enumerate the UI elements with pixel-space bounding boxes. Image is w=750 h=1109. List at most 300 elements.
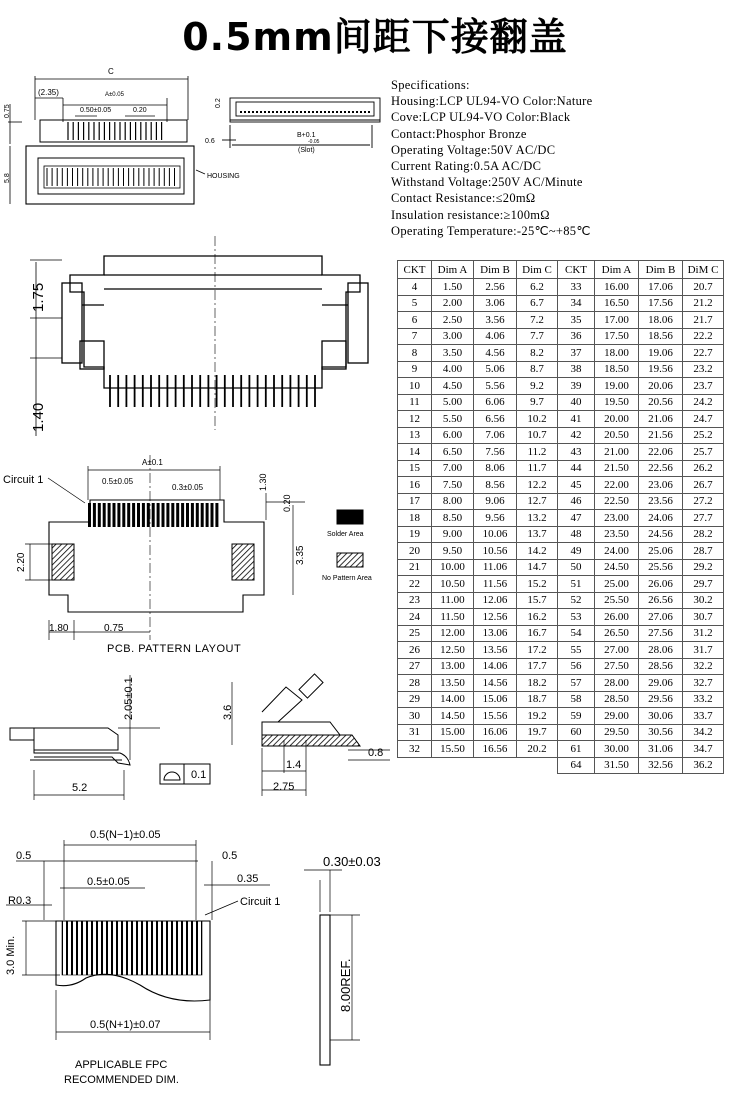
table-cell: 19.2 (517, 708, 558, 725)
table-cell: 25.50 (595, 592, 639, 609)
table-cell: 11.2 (517, 444, 558, 461)
table-cell: 6.50 (432, 444, 474, 461)
table-cell: 11.50 (432, 609, 474, 626)
pad-width-label: 0.3±0.05 (172, 483, 204, 492)
table-cell: 14.56 (474, 675, 517, 692)
table-row (398, 460, 724, 477)
spec-line: Withstand Voltage:250V AC/Minute (391, 175, 583, 190)
table-row (398, 675, 724, 692)
spec-line: Cove:LCP UL94-VO Color:Black (391, 110, 571, 125)
dim-075b-label: 0.75 (104, 623, 124, 634)
table-cell: 64 (558, 757, 595, 774)
table-row (398, 658, 724, 675)
table-row (398, 493, 724, 510)
dim-275-label: 2.75 (273, 781, 295, 793)
table-cell: 17 (398, 493, 432, 510)
table-cell: 25.00 (595, 576, 639, 593)
no-pattern-area-label: No Pattern Area (322, 575, 372, 582)
dim-205-label: 2.05±0.1 (123, 677, 135, 720)
table-cell: 22.06 (639, 444, 683, 461)
table-cell: 23.56 (639, 493, 683, 510)
spec-line: Specifications: (391, 78, 470, 92)
dim-c-label: C (108, 67, 114, 76)
table-cell: 27.56 (639, 625, 683, 642)
table-cell: 21.56 (639, 427, 683, 444)
dim-335-label: 3.35 (295, 545, 306, 565)
table-cell: 28.2 (683, 526, 724, 543)
table-cell: 8.06 (474, 460, 517, 477)
dim-58-label: 5.8 (4, 173, 11, 183)
table-cell: 8.56 (474, 477, 517, 494)
table-cell: 16.7 (517, 625, 558, 642)
table-header-cell: Dim A (595, 261, 639, 279)
front-view-drawing (30, 236, 368, 436)
table-row (398, 328, 724, 345)
table-cell: 17.06 (639, 279, 683, 296)
table-cell: 38 (558, 361, 595, 378)
table-cell: 22.00 (595, 477, 639, 494)
table-cell: 14.50 (432, 708, 474, 725)
housing-label: HOUSING (207, 173, 240, 180)
spec-line: Housing:LCP UL94-VO Color:Nature (391, 94, 593, 109)
table-cell: 3.00 (432, 328, 474, 345)
table-row (398, 543, 724, 560)
table-cell: 5.00 (432, 394, 474, 411)
table-row (398, 361, 724, 378)
table-cell: 9.00 (432, 526, 474, 543)
table-cell: 51 (558, 576, 595, 593)
table-cell: 30.56 (639, 724, 683, 741)
table-cell: 15.56 (474, 708, 517, 725)
table-cell: 7.50 (432, 477, 474, 494)
table-cell: 48 (558, 526, 595, 543)
table-cell: 6.06 (474, 394, 517, 411)
table-cell: 19.56 (639, 361, 683, 378)
table-cell: 18.00 (595, 345, 639, 362)
table-cell: 28.00 (595, 675, 639, 692)
table-cell: 58 (558, 691, 595, 708)
table-row (398, 427, 724, 444)
table-cell: 4.06 (474, 328, 517, 345)
dim-36-label: 3.6 (222, 704, 234, 720)
table-cell: 40 (558, 394, 595, 411)
table-row (398, 345, 724, 362)
fpc-drawing (6, 840, 360, 1065)
table-cell: 8.00 (432, 493, 474, 510)
fpc-30min-label: 3.0 Min. (5, 935, 17, 975)
table-cell: 23.2 (683, 361, 724, 378)
table-cell: 15.00 (432, 724, 474, 741)
table-cell: 27.00 (595, 642, 639, 659)
table-cell: 32.2 (683, 658, 724, 675)
table-cell: 25 (398, 625, 432, 642)
table-row (398, 724, 724, 741)
table-cell: 9.56 (474, 510, 517, 527)
spec-line: Contact:Phosphor Bronze (391, 126, 527, 141)
table-cell: 16 (398, 477, 432, 494)
table-cell: 33 (558, 279, 595, 296)
pcb-layout-label: PCB. PATTERN LAYOUT (107, 643, 242, 655)
table-cell: 53 (558, 609, 595, 626)
table-cell: 26.7 (683, 477, 724, 494)
table-cell: 5.06 (474, 361, 517, 378)
table-cell: 9.2 (517, 378, 558, 395)
table-cell: 24.06 (639, 510, 683, 527)
table-cell: 25.56 (639, 559, 683, 576)
table-cell: 5.56 (474, 378, 517, 395)
table-cell: 16.00 (595, 279, 639, 296)
circuit1-label: Circuit 1 (3, 474, 44, 486)
table-cell: 24.56 (639, 526, 683, 543)
table-cell: 7 (398, 328, 432, 345)
table-cell: 7.7 (517, 328, 558, 345)
table-cell: 9 (398, 361, 432, 378)
table-cell: 17.2 (517, 642, 558, 659)
table-cell: 24.7 (683, 411, 724, 428)
spec-line: Insulation resistance:≥100mΩ (391, 207, 550, 222)
table-cell: 26.50 (595, 625, 639, 642)
table-cell: 12.7 (517, 493, 558, 510)
table-cell: 34 (558, 295, 595, 312)
table-cell: 17.56 (639, 295, 683, 312)
spec-line: Contact Resistance:≤20mΩ (391, 191, 536, 206)
table-cell: 18.56 (639, 328, 683, 345)
table-cell: 36 (558, 328, 595, 345)
pad-pitch-label: 0.5±0.05 (102, 477, 134, 486)
table-cell: 6.7 (517, 295, 558, 312)
table-cell: 16.50 (595, 295, 639, 312)
dimension-table (397, 260, 724, 774)
table-cell: 21.7 (683, 312, 724, 329)
table-cell: 6.56 (474, 411, 517, 428)
table-cell: 47 (558, 510, 595, 527)
table-cell: 44 (558, 460, 595, 477)
table-cell: 15.06 (474, 691, 517, 708)
table-cell: 31.7 (683, 642, 724, 659)
table-cell: 7.00 (432, 460, 474, 477)
table-cell: 19.50 (595, 394, 639, 411)
table-row (398, 444, 724, 461)
table-cell: 23.06 (639, 477, 683, 494)
table-cell: 28.56 (639, 658, 683, 675)
dim-02-label: 0.2 (215, 98, 222, 108)
page-title: 0.5mm间距下接翻盖 (182, 15, 568, 59)
table-cell: 24.2 (683, 394, 724, 411)
table-row (398, 625, 724, 642)
table-cell: 13.7 (517, 526, 558, 543)
table-row (398, 559, 724, 576)
dim-14-label: 1.4 (286, 759, 302, 771)
dim-b-label: B+0.1 (297, 132, 316, 139)
table-cell: 5 (398, 295, 432, 312)
table-cell: 4 (398, 279, 432, 296)
dim-130-label: 1.30 (258, 473, 268, 491)
table-cell: 10.06 (474, 526, 517, 543)
table-cell: 30.00 (595, 741, 639, 758)
table-cell: 14.06 (474, 658, 517, 675)
table-cell: 13.50 (432, 675, 474, 692)
table-cell: 24.50 (595, 559, 639, 576)
table-cell: 10.7 (517, 427, 558, 444)
spec-line: Operating Temperature:-25℃~+85℃ (391, 223, 591, 238)
dim-075-label: 0.75 (4, 104, 11, 118)
table-cell: 31.50 (595, 757, 639, 774)
table-cell: 30.7 (683, 609, 724, 626)
table-cell: 11 (398, 394, 432, 411)
table-cell: 30.2 (683, 592, 724, 609)
table-cell: 6 (398, 312, 432, 329)
table-cell: 5.50 (432, 411, 474, 428)
table-cell: 23.00 (595, 510, 639, 527)
table-cell: 21.00 (595, 444, 639, 461)
table-cell: 32 (398, 741, 432, 758)
table-cell: 27.2 (683, 493, 724, 510)
table-cell: 29.2 (683, 559, 724, 576)
table-cell: 2.50 (432, 312, 474, 329)
table-cell: 19 (398, 526, 432, 543)
table-cell: 13 (398, 427, 432, 444)
table-row (398, 708, 724, 725)
table-cell: 12.50 (432, 642, 474, 659)
table-cell: 11.56 (474, 576, 517, 593)
solder-area-label: Solder Area (327, 531, 364, 538)
dim-020b-label: 0.20 (282, 494, 292, 512)
table-cell: 55 (558, 642, 595, 659)
table-cell: 16.56 (474, 741, 517, 758)
table-cell: 11.00 (432, 592, 474, 609)
open-cover-drawing (232, 674, 390, 796)
table-cell: 7.06 (474, 427, 517, 444)
dim-b-tol-label: -0.05 (308, 139, 320, 145)
table-cell: 52 (558, 592, 595, 609)
table-row (398, 576, 724, 593)
table-cell: 3.06 (474, 295, 517, 312)
table-cell: 26.2 (683, 460, 724, 477)
table-cell: 8 (398, 345, 432, 362)
table-cell: 11.7 (517, 460, 558, 477)
table-cell: 31.06 (639, 741, 683, 758)
side-view-small (222, 98, 380, 148)
table-cell: 37 (558, 345, 595, 362)
table-cell: 14 (398, 444, 432, 461)
dim-175-label: 1.75 (30, 282, 47, 312)
dim-235-label: (2.35) (38, 88, 59, 97)
table-cell: 19.06 (639, 345, 683, 362)
table-cell: 20.2 (517, 741, 558, 758)
table-cell (517, 757, 558, 774)
table-header-row (398, 261, 724, 279)
table-cell: 14.00 (432, 691, 474, 708)
table-cell: 23.50 (595, 526, 639, 543)
table-cell: 15.7 (517, 592, 558, 609)
table-cell: 18.06 (639, 312, 683, 329)
table-cell: 11.06 (474, 559, 517, 576)
table-cell: 46 (558, 493, 595, 510)
fpc-width-label: 0.5(N−1)±0.05 (90, 829, 161, 841)
table-cell: 36.2 (683, 757, 724, 774)
fpc-pitch-label: 0.5±0.05 (87, 876, 130, 888)
table-header-cell: Dim B (639, 261, 683, 279)
table-cell: 21.50 (595, 460, 639, 477)
table-cell: 25.06 (639, 543, 683, 560)
table-cell: 12.06 (474, 592, 517, 609)
table-cell: 16.06 (474, 724, 517, 741)
table-cell: 17.00 (595, 312, 639, 329)
table-cell: 8.2 (517, 345, 558, 362)
table-cell: 56 (558, 658, 595, 675)
table-cell: 17.50 (595, 328, 639, 345)
table-cell: 27.50 (595, 658, 639, 675)
table-cell: 6.00 (432, 427, 474, 444)
table-cell: 8.50 (432, 510, 474, 527)
fpc-thickness-label: 0.30±0.03 (323, 854, 381, 869)
table-cell: 20.56 (639, 394, 683, 411)
table-cell: 12.2 (517, 477, 558, 494)
table-row (398, 642, 724, 659)
table-cell: 31.2 (683, 625, 724, 642)
table-cell: 42 (558, 427, 595, 444)
table-header-cell: Dim C (517, 261, 558, 279)
table-cell: 27.7 (683, 510, 724, 527)
table-cell: 16.2 (517, 609, 558, 626)
table-cell: 12.00 (432, 625, 474, 642)
fpc-r03-label: R0.3 (8, 895, 32, 907)
table-cell: 12 (398, 411, 432, 428)
table-cell: 15.50 (432, 741, 474, 758)
table-cell: 49 (558, 543, 595, 560)
table-cell: 23 (398, 592, 432, 609)
table-cell: 57 (558, 675, 595, 692)
table-cell: 18.7 (517, 691, 558, 708)
table-cell: 54 (558, 625, 595, 642)
specifications-block (391, 77, 592, 239)
table-cell: 7.56 (474, 444, 517, 461)
spec-line: Operating Voltage:50V AC/DC (391, 142, 556, 157)
table-cell: 61 (558, 741, 595, 758)
table-cell: 4.00 (432, 361, 474, 378)
table-cell: 24.00 (595, 543, 639, 560)
table-cell: 13.06 (474, 625, 517, 642)
table-cell: 25.7 (683, 444, 724, 461)
table-row (398, 411, 724, 428)
table-row (398, 394, 724, 411)
table-cell: 26 (398, 642, 432, 659)
table-cell: 28.50 (595, 691, 639, 708)
dim-a-label: A±0.05 (105, 92, 124, 98)
table-cell: 2.00 (432, 295, 474, 312)
fpc-note-1: APPLICABLE FPC (75, 1059, 168, 1071)
table-cell: 22.7 (683, 345, 724, 362)
table-cell: 35 (558, 312, 595, 329)
table-cell: 29.00 (595, 708, 639, 725)
dim-180-label: 1.80 (49, 623, 69, 634)
dim-020-label: 0.20 (133, 107, 147, 114)
table-cell: 10 (398, 378, 432, 395)
fpc-total-label: 0.5(N+1)±0.07 (90, 1019, 161, 1031)
table-cell: 13.2 (517, 510, 558, 527)
table-cell: 26.56 (639, 592, 683, 609)
table-cell: 3.56 (474, 312, 517, 329)
table-cell: 18 (398, 510, 432, 527)
table-cell: 29.56 (639, 691, 683, 708)
fpc-ref-label: 8.00REF. (338, 958, 353, 1012)
dim-140-label: 1.40 (30, 402, 47, 432)
table-cell: 9.06 (474, 493, 517, 510)
table-cell: 32.56 (639, 757, 683, 774)
table-cell: 4.56 (474, 345, 517, 362)
table-cell: 29.06 (639, 675, 683, 692)
dim-a01-label: A±0.1 (142, 458, 163, 467)
table-cell: 27.06 (639, 609, 683, 626)
table-row (398, 510, 724, 527)
table-cell: 32.7 (683, 675, 724, 692)
table-cell: 30.06 (639, 708, 683, 725)
table-cell (474, 757, 517, 774)
table-cell: 43 (558, 444, 595, 461)
table-header-cell: Dim A (432, 261, 474, 279)
table-cell: 26.00 (595, 609, 639, 626)
table-row (398, 757, 724, 774)
table-row (398, 279, 724, 296)
table-cell: 8.7 (517, 361, 558, 378)
table-cell: 22.2 (683, 328, 724, 345)
fpc-05b-label: 0.5 (222, 850, 238, 862)
table-cell: 7.2 (517, 312, 558, 329)
table-cell: 4.50 (432, 378, 474, 395)
table-cell: 22.50 (595, 493, 639, 510)
table-row (398, 741, 724, 758)
table-cell: 30 (398, 708, 432, 725)
table-row (398, 378, 724, 395)
dim-220-label: 2.20 (16, 552, 27, 572)
fpc-035-label: 0.35 (237, 873, 259, 885)
table-cell: 15.2 (517, 576, 558, 593)
fpc-05a-label: 0.5 (16, 850, 32, 862)
table-cell: 31 (398, 724, 432, 741)
table-cell: 14.2 (517, 543, 558, 560)
table-row (398, 477, 724, 494)
table-cell: 9.50 (432, 543, 474, 560)
table-cell: 33.2 (683, 691, 724, 708)
table-cell: 13.00 (432, 658, 474, 675)
table-cell: 10.00 (432, 559, 474, 576)
table-cell: 29.7 (683, 576, 724, 593)
table-cell (432, 757, 474, 774)
table-cell: 27 (398, 658, 432, 675)
table-cell: 21.06 (639, 411, 683, 428)
table-row (398, 295, 724, 312)
table-cell: 60 (558, 724, 595, 741)
table-cell: 20.7 (683, 279, 724, 296)
table-header-cell: CKT (558, 261, 595, 279)
table-cell: 29 (398, 691, 432, 708)
table-cell: 23.7 (683, 378, 724, 395)
table-cell: 21 (398, 559, 432, 576)
table-cell: 13.56 (474, 642, 517, 659)
table-cell: 20.50 (595, 427, 639, 444)
table-cell: 1.50 (432, 279, 474, 296)
table-cell: 17.7 (517, 658, 558, 675)
table-cell: 39 (558, 378, 595, 395)
dim-pitch-label: 0.50±0.05 (80, 107, 112, 114)
table-cell: 14.7 (517, 559, 558, 576)
table-cell: 34.7 (683, 741, 724, 758)
table-cell: 26.06 (639, 576, 683, 593)
flatness-label: 0.1 (191, 769, 207, 781)
table-cell: 2.56 (474, 279, 517, 296)
table-cell: 15 (398, 460, 432, 477)
table-cell: 18.50 (595, 361, 639, 378)
